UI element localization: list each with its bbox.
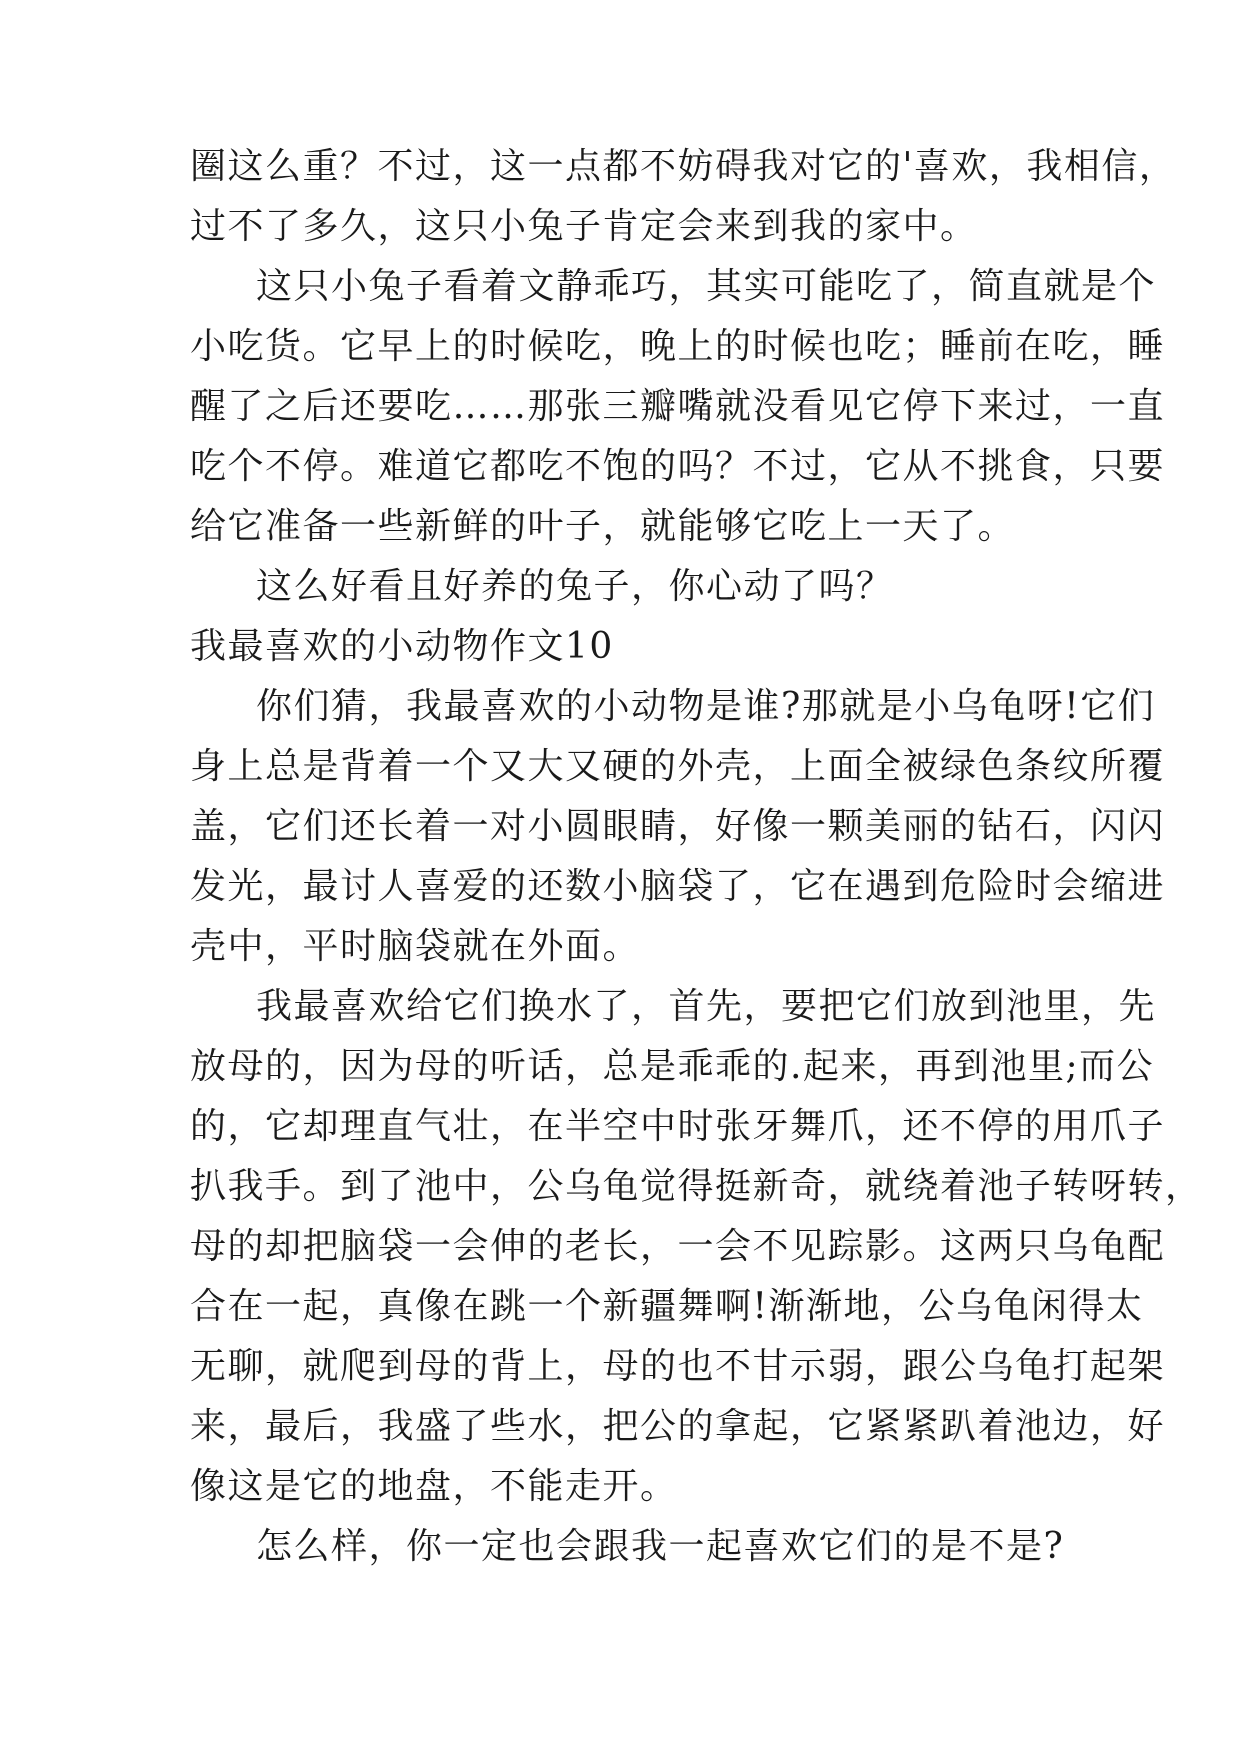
paragraph-start: 这只小兔子看着文静乖巧，其实可能吃了，简直就是个 [256,266,1157,307]
section-heading: 我最喜欢的小动物作文10 [190,626,614,667]
text-line: 壳中，平时脑袋就在外面。 [190,926,641,967]
text-line: 给它准备一些新鲜的叶子，就能够它吃上一天了。 [190,506,1016,547]
text-line: 放母的，因为母的听话，总是乖乖的.起来，再到池里;而公 [190,1046,1155,1087]
text-line: 圈这么重？不过，这一点都不妨碍我对它的'喜欢，我相信， [190,146,1177,187]
text-line: 无聊，就爬到母的背上，母的也不甘示弱，跟公乌龟打起架 [190,1346,1166,1387]
text-line: 扒我手。到了池中，公乌龟觉得挺新奇，就绕着池子转呀转， [190,1166,1203,1207]
text-line: 吃个不停。难道它都吃不饱的吗？不过，它从不挑食，只要 [190,446,1166,487]
text-line: 醒了之后还要吃……那张三瓣嘴就没看见它停下来过，一直 [190,386,1166,427]
text-line: 身上总是背着一个又大又硬的外壳，上面全被绿色条纹所覆 [190,746,1166,787]
text-line: 的，它却理直气壮，在半空中时张牙舞爪，还不停的用爪子 [190,1106,1166,1147]
paragraph-start: 我最喜欢给它们换水了，首先，要把它们放到池里，先 [256,986,1157,1027]
text-line: 母的却把脑袋一会伸的老长，一会不见踪影。这两只乌龟配 [190,1226,1166,1267]
text-line: 合在一起，真像在跳一个新疆舞啊!渐渐地，公乌龟闲得太 [190,1286,1144,1327]
text-line: 过不了多久，这只小兔子肯定会来到我的家中。 [190,206,978,247]
text-line: 发光，最讨人喜爱的还数小脑袋了，它在遇到危险时会缩进 [190,866,1166,907]
paragraph-start: 怎么样，你一定也会跟我一起喜欢它们的是不是? [256,1526,1065,1567]
text-line: 像这是它的地盘，不能走开。 [190,1466,678,1507]
paragraph-start: 你们猜，我最喜欢的小动物是谁?那就是小乌龟呀!它们 [256,686,1156,727]
text-line: 来，最后，我盛了些水，把公的拿起，它紧紧趴着池边，好 [190,1406,1166,1447]
paragraph-start: 这么好看且好养的兔子，你心动了吗？ [256,566,894,607]
text-line: 小吃货。它早上的时候吃，晚上的时候也吃；睡前在吃，睡 [190,326,1166,367]
text-line: 盖，它们还长着一对小圆眼睛，好像一颗美丽的钻石，闪闪 [190,806,1166,847]
